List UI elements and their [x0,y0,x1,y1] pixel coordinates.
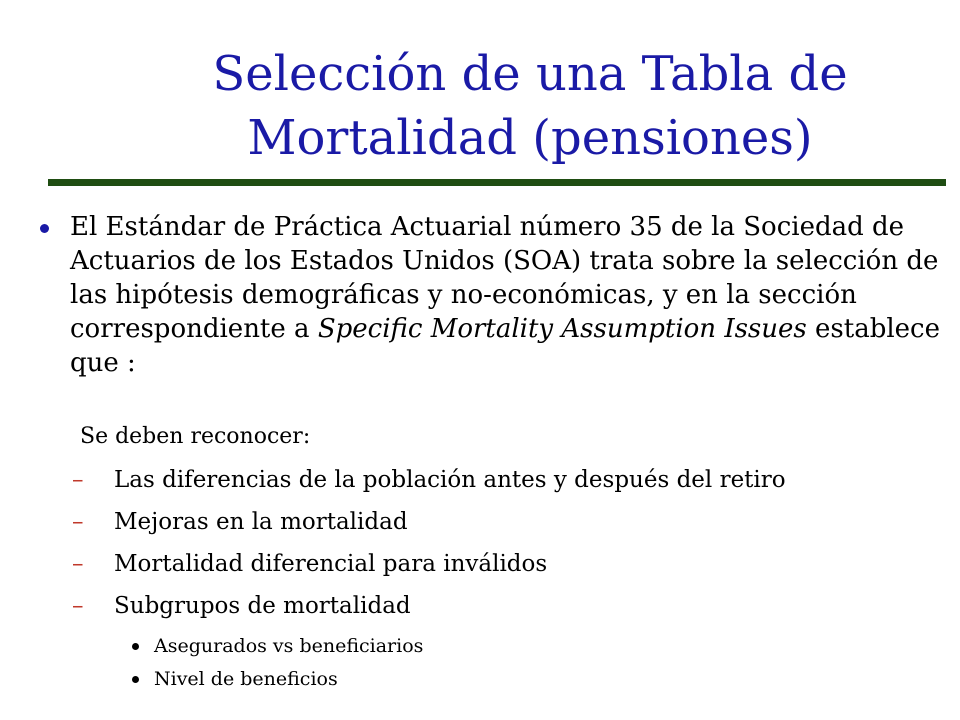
list-item-text: Mejoras en la mortalidad [114,509,408,535]
sub-list-item-text: Nivel de beneficios [154,668,338,690]
bullet-icon [132,643,139,650]
bullet-icon [132,676,139,683]
dash-list [72,463,786,631]
dash-icon: – [72,509,84,535]
list-item [72,505,786,547]
title-divider [48,179,946,186]
dash-icon: – [72,593,84,619]
intro-text: Se deben reconocer: [80,424,311,449]
list-item [72,589,786,631]
sub-list-item [132,631,423,664]
dash-icon: – [72,467,84,493]
title-line-2: Mortalidad (pensiones) [247,110,813,166]
list-item [72,547,786,589]
main-bullet-text [70,210,950,380]
sub-list-item-text: Asegurados vs beneficiarios [154,635,424,657]
list-item-text: Subgrupos de mortalidad [114,593,411,619]
main-text-before: El Estándar de Práctica Actuarial número 35 de la Sociedad de Actuarios de los Estados Unidos (SOA) trata sobre la selección de las hipótesis demográficas y no-económicas, y en la sección correspondiente a [70,212,939,344]
sub-list-item [132,664,423,697]
sub-list [132,631,423,697]
dash-icon: – [72,551,84,577]
title-line-1: Selección de una Tabla de [212,46,848,102]
main-text-after: establece que : [70,314,940,378]
list-item [72,463,786,505]
slide-title [110,42,950,170]
list-item-text: Mortalidad diferencial para inválidos [114,551,548,577]
main-text-italic: Specific Mortality Assumption Issues [317,314,807,344]
list-item-text: Las diferencias de la población antes y después del retiro [114,467,786,493]
bullet-icon [40,224,49,233]
